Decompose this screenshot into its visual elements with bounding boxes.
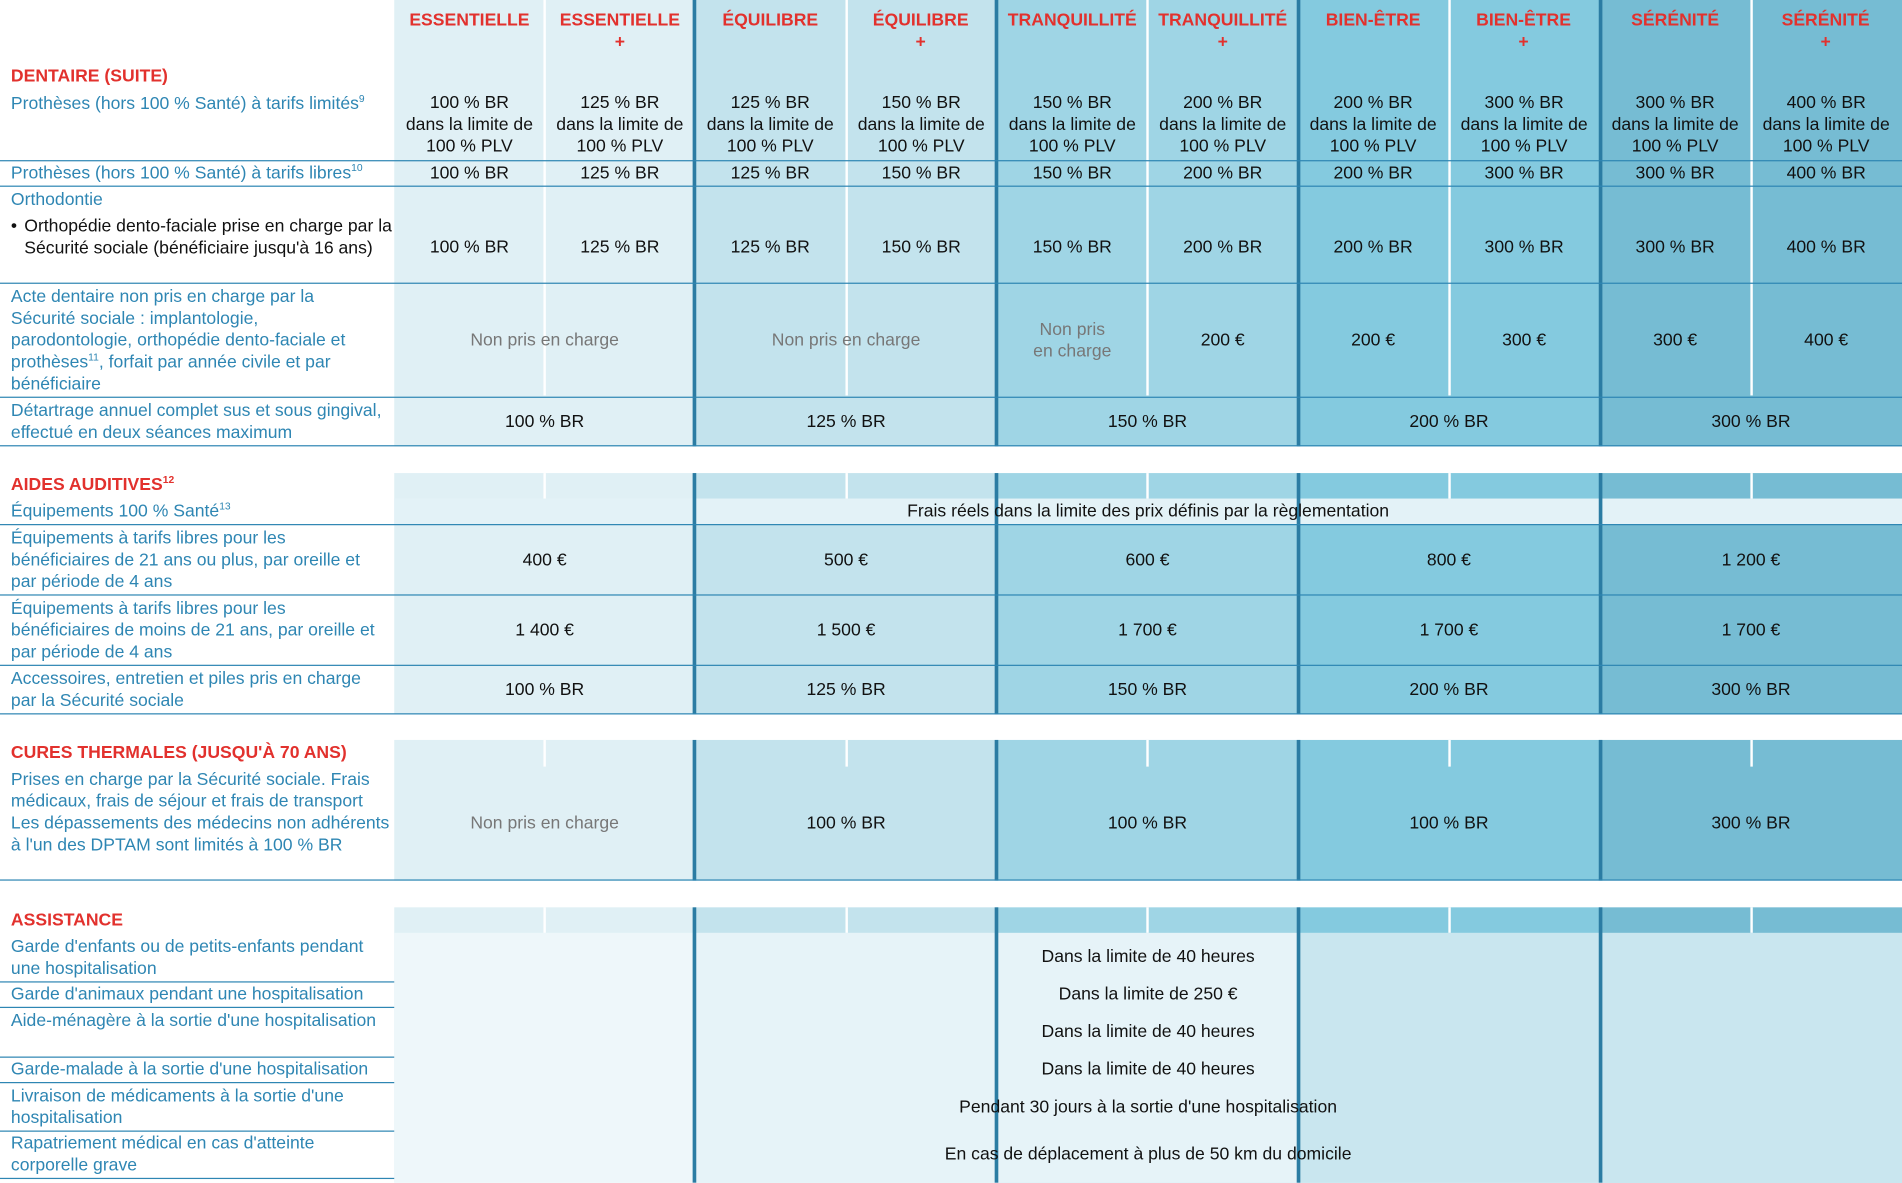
footnote-ref: 9 bbox=[358, 92, 365, 105]
value-cell: 125 % BR bbox=[806, 679, 886, 700]
row-label bbox=[11, 501, 389, 523]
value-cell: 200 % BR bbox=[1333, 237, 1413, 258]
value-cell: En cas de déplacement à plus de 50 km du domicile bbox=[944, 1145, 1352, 1165]
plan-name: BIEN-ÊTRE bbox=[1325, 10, 1421, 31]
value-cell: Pendant 30 jours à la sortie d'une hospitalisation bbox=[959, 1097, 1338, 1117]
value-cell: 125 % BR bbox=[580, 163, 660, 184]
section-title: ASSISTANCE bbox=[10, 910, 123, 931]
plan-name: ESSENTIELLE bbox=[559, 10, 680, 31]
value-cell: 400 € bbox=[522, 550, 567, 570]
row-label-text: Acte dentaire non pris en charge par la Sécurité sociale : implantologie, parodontologie, orthopédie dento-faciale et prothèses bbox=[10, 287, 346, 373]
section-title-text: AIDES AUDITIVES bbox=[10, 475, 163, 495]
column-separator bbox=[1750, 473, 1752, 498]
value-cell: 100 % BR bbox=[429, 237, 510, 258]
value-cell: 150 % BR bbox=[881, 163, 961, 184]
value-cell: Dans la limite de 40 heures bbox=[1041, 1060, 1255, 1080]
value-cell: 800 € bbox=[1426, 550, 1471, 570]
value-cell: 1 700 € bbox=[1118, 620, 1177, 640]
column-header bbox=[1750, 10, 1900, 54]
value-cell: 150 % BR bbox=[881, 237, 961, 258]
column-header bbox=[545, 10, 695, 54]
plan-name: SÉRÉNITÉ bbox=[1781, 10, 1870, 31]
column-separator bbox=[1146, 907, 1148, 932]
plan-plus: + bbox=[1217, 32, 1228, 53]
row-sub-label: Orthopédie dento-faciale prise en charge par la Sécurité sociale (bénéficiaire jusqu'à 16 ans) bbox=[24, 217, 392, 259]
value-cell: 150 % BR bbox=[1107, 411, 1188, 432]
value-cell: 125 % BR bbox=[580, 237, 660, 258]
row-rule bbox=[0, 1082, 394, 1083]
column-separator bbox=[845, 740, 847, 767]
value-cell: 150 % BR dans la limite de 100 % PLV bbox=[1008, 93, 1136, 157]
column-separator bbox=[845, 473, 847, 498]
value-cell: 300 % BR bbox=[1711, 411, 1791, 432]
value-cell: 125 % BR bbox=[730, 237, 810, 258]
value-cell: 600 € bbox=[1125, 550, 1170, 570]
value-cell: 150 % BR bbox=[1032, 163, 1112, 184]
row-label: Équipements à tarifs libres pour les bénéficiaires de 21 ans ou plus, par oreille et par période de 4 ans bbox=[10, 528, 360, 592]
value-cell: 100 % BR bbox=[1409, 813, 1489, 833]
column-header bbox=[1148, 10, 1298, 54]
footnote-ref: 12 bbox=[162, 473, 175, 486]
row-rule bbox=[0, 879, 1902, 880]
row-label-text: Prothèses (hors 100 % Santé) à tarifs limités bbox=[10, 94, 359, 115]
row-label: Rapatriement médical en cas d'atteinte corporelle grave bbox=[10, 1134, 315, 1176]
value-cell: 400 € bbox=[1804, 330, 1849, 350]
section-gap bbox=[0, 714, 1902, 739]
row-label bbox=[11, 163, 389, 185]
row-label: Aide-ménagère à la sortie d'une hospitalisation bbox=[10, 1011, 377, 1032]
value-cell: Non pris en charge bbox=[470, 813, 619, 833]
footnote-ref: 11 bbox=[88, 350, 99, 363]
value-cell: 100 % BR bbox=[429, 163, 510, 184]
value-cell: 125 % BR bbox=[730, 163, 810, 184]
row-rule bbox=[0, 186, 1902, 187]
row-rule bbox=[0, 1178, 394, 1179]
column-header bbox=[695, 10, 845, 32]
value-cell: 300 % BR bbox=[1484, 237, 1564, 258]
column-separator bbox=[1146, 740, 1148, 767]
value-cell: Frais réels dans la limite des prix définis par la règlementation bbox=[907, 501, 1390, 521]
column-separator bbox=[1448, 740, 1450, 767]
row-rule bbox=[0, 713, 1902, 714]
value-cell: 400 % BR bbox=[1786, 163, 1866, 184]
value-cell: 150 % BR bbox=[1107, 679, 1188, 700]
value-cell: 200 % BR bbox=[1409, 679, 1489, 700]
section-title bbox=[11, 474, 174, 496]
plan-plus: + bbox=[1820, 32, 1831, 53]
value-cell: 125 % BR dans la limite de 100 % PLV bbox=[706, 93, 834, 157]
column-header bbox=[394, 10, 544, 32]
column-separator bbox=[543, 473, 545, 498]
row-label: Orthodontie bbox=[10, 190, 103, 210]
value-cell: 1 200 € bbox=[1721, 550, 1781, 570]
row-label: Accessoires, entretien et piles pris en charge par la Sécurité sociale bbox=[10, 669, 361, 711]
value-cell: 400 % BR bbox=[1786, 237, 1866, 258]
column-separator bbox=[1448, 907, 1450, 932]
value-cell: 300 % BR dans la limite de 100 % PLV bbox=[1460, 93, 1588, 157]
row-label: Équipements à tarifs libres pour les bénéficiaires de moins de 21 ans, par oreille et par période de 4 ans bbox=[10, 599, 375, 663]
plan-plus: + bbox=[1518, 32, 1529, 53]
value-cell: 300 % BR bbox=[1635, 237, 1715, 258]
column-header bbox=[1298, 10, 1448, 32]
value-cell: 300 € bbox=[1502, 330, 1547, 350]
plan-plus: + bbox=[915, 32, 926, 53]
plan-name: BIEN-ÊTRE bbox=[1476, 10, 1571, 31]
plan-name: ESSENTIELLE bbox=[409, 10, 530, 31]
section-title: DENTAIRE (SUITE) bbox=[10, 66, 168, 87]
value-cell: 100 % BR bbox=[505, 679, 585, 700]
row-rule bbox=[0, 981, 394, 982]
plan-name: ÉQUILIBRE bbox=[872, 10, 969, 31]
value-cell: 200 % BR bbox=[1333, 163, 1413, 184]
row-rule bbox=[0, 1057, 394, 1058]
value-cell: 300 % BR bbox=[1711, 813, 1791, 833]
plan-name: TRANQUILLITÉ bbox=[1007, 10, 1137, 31]
column-separator bbox=[1448, 473, 1450, 498]
value-cell: 500 € bbox=[824, 550, 869, 570]
value-cell: 1 700 € bbox=[1721, 620, 1781, 640]
plan-name: TRANQUILLITÉ bbox=[1158, 10, 1288, 31]
value-cell: 150 % BR dans la limite de 100 % PLV bbox=[857, 93, 985, 157]
value-cell: 200 % BR bbox=[1409, 411, 1489, 432]
section-gap bbox=[0, 881, 1902, 908]
plan-name: ÉQUILIBRE bbox=[722, 10, 819, 31]
value-cell: Non pris en charge bbox=[771, 330, 921, 350]
value-cell: Non pris en charge bbox=[1033, 319, 1112, 361]
column-separator bbox=[1750, 740, 1752, 767]
value-cell: Dans la limite de 40 heures bbox=[1041, 1022, 1255, 1042]
row-rule bbox=[0, 1131, 394, 1132]
value-cell: 300 % BR dans la limite de 100 % PLV bbox=[1611, 93, 1739, 157]
value-cell: 300 % BR bbox=[1635, 163, 1715, 184]
value-cell: 300 € bbox=[1653, 330, 1698, 350]
value-cell: 1 700 € bbox=[1419, 620, 1479, 640]
plan-name: SÉRÉNITÉ bbox=[1631, 10, 1720, 31]
value-cell: 200 % BR bbox=[1183, 163, 1263, 184]
column-header bbox=[997, 10, 1147, 32]
value-cell: Dans la limite de 250 € bbox=[1058, 984, 1238, 1005]
column-separator bbox=[1146, 473, 1148, 498]
footnote-ref: 13 bbox=[219, 499, 231, 513]
value-cell: Dans la limite de 40 heures bbox=[1041, 947, 1255, 967]
row-label: Détartrage annuel complet sus et sous gingival, effectué en deux séances maximum bbox=[10, 401, 382, 443]
row-rule bbox=[0, 445, 1902, 446]
column-separator bbox=[845, 907, 847, 932]
value-cell: 150 % BR bbox=[1032, 237, 1112, 258]
column-separator bbox=[543, 907, 545, 932]
row-label bbox=[11, 286, 375, 395]
value-cell: 100 % BR bbox=[806, 813, 886, 833]
column-separator bbox=[1750, 907, 1752, 932]
row-label: Garde d'enfants ou de petits-enfants pendant une hospitalisation bbox=[10, 937, 364, 979]
row-label bbox=[11, 93, 389, 115]
value-cell: 200 % BR dans la limite de 100 % PLV bbox=[1309, 93, 1437, 157]
value-cell: 100 % BR dans la limite de 100 % PLV bbox=[405, 93, 533, 157]
value-cell: 300 % BR bbox=[1484, 163, 1564, 184]
value-cell: 200 % BR bbox=[1183, 237, 1263, 258]
column-header bbox=[1600, 10, 1750, 32]
bullet: • bbox=[10, 217, 18, 237]
value-cell: 100 % BR bbox=[1107, 813, 1188, 833]
value-cell: 300 % BR bbox=[1711, 679, 1791, 700]
value-cell: 125 % BR dans la limite de 100 % PLV bbox=[556, 93, 684, 157]
section-gap bbox=[0, 446, 1902, 473]
row-label: Garde-malade à la sortie d'une hospitalisation bbox=[10, 1060, 369, 1080]
column-header bbox=[845, 10, 995, 54]
value-cell: 200 € bbox=[1200, 330, 1245, 350]
value-cell: Non pris en charge bbox=[470, 330, 619, 350]
section-title: CURES THERMALES (JUSQU'À 70 ANS) bbox=[10, 743, 347, 763]
value-cell: 1 500 € bbox=[816, 620, 876, 640]
row-label-text: Équipements 100 % Santé bbox=[10, 502, 220, 522]
value-cell: 200 € bbox=[1351, 330, 1396, 350]
plan-plus: + bbox=[614, 32, 625, 53]
row-label: Livraison de médicaments à la sortie d'une hospitalisation bbox=[10, 1086, 344, 1129]
row-label-text: , forfait par année civile et par bénéficiaire bbox=[10, 352, 331, 395]
row-rule bbox=[0, 1007, 394, 1008]
row-label: Garde d'animaux pendant une hospitalisation bbox=[10, 984, 364, 1005]
footnote-ref: 10 bbox=[351, 161, 363, 174]
row-label-text: Prothèses (hors 100 % Santé) à tarifs libres bbox=[10, 163, 352, 184]
column-header bbox=[1448, 10, 1598, 54]
value-cell: 100 % BR bbox=[505, 411, 585, 432]
column-separator bbox=[543, 740, 545, 767]
value-cell: 400 % BR dans la limite de 100 % PLV bbox=[1762, 93, 1890, 157]
value-cell: 1 400 € bbox=[515, 620, 574, 640]
value-cell: 200 % BR dans la limite de 100 % PLV bbox=[1159, 93, 1287, 157]
value-cell: 125 % BR bbox=[806, 411, 886, 432]
row-label: Prises en charge par la Sécurité sociale. Frais médicaux, frais de séjour et frais de transport Les dépassements des médecins non adhérents à l'un des DPTAM sont limités à 100 % BR bbox=[10, 770, 390, 856]
